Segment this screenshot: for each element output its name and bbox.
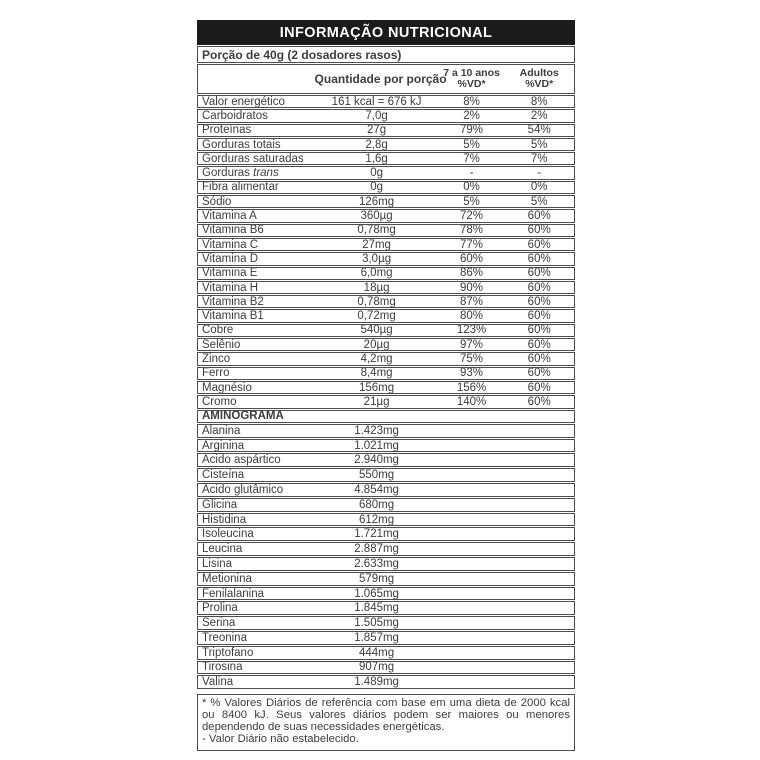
- aminogram-row: [197, 646, 575, 660]
- nutrient-name: Cobre: [202, 324, 234, 337]
- nutrient-name: Selênio: [202, 338, 241, 351]
- nutrient-row: [197, 338, 575, 351]
- vd-kids-value: 93%: [460, 367, 484, 380]
- amino-name: Triptofano: [202, 646, 254, 659]
- nutrient-name: Sódio: [202, 195, 232, 208]
- aminogram-row: [197, 439, 575, 453]
- aminogram-row: [197, 616, 575, 630]
- serving-size-text: Porção de 40g (2 dosadores rasos): [202, 47, 402, 62]
- aminogram-row: [197, 601, 575, 615]
- nutrient-row: [197, 166, 575, 179]
- nutrient-amount: 0,78mg: [357, 295, 396, 308]
- vd-kids-value: 156%: [456, 381, 487, 394]
- amino-amount: 444mg: [359, 646, 395, 659]
- nutrient-name: Cromo: [202, 395, 237, 408]
- nutrient-row: [197, 181, 575, 194]
- nutrient-amount: 6,0mg: [360, 267, 393, 280]
- nutrient-amount: 540µg: [360, 324, 393, 337]
- vd-adults-value: 60%: [527, 252, 551, 265]
- label-title: INFORMAÇÃO NUTRICIONAL: [279, 24, 493, 41]
- amino-amount: 680mg: [359, 498, 395, 511]
- vd-kids-value: 5%: [463, 195, 480, 208]
- amino-amount: 4.854mg: [354, 483, 399, 496]
- nutrient-name: Magnésio: [202, 381, 252, 394]
- nutrient-amount: 0g: [370, 181, 383, 194]
- nutrient-amount: 8,4mg: [360, 367, 393, 380]
- amino-amount: 2.633mg: [354, 557, 399, 570]
- amino-amount: 1.489mg: [354, 676, 399, 689]
- vd-adults-value: 60%: [527, 381, 551, 394]
- amino-amount: 1.065mg: [354, 587, 399, 600]
- nutrient-row: [197, 252, 575, 265]
- aminogram-row: [197, 527, 575, 541]
- vd-adults-value: 5%: [530, 195, 548, 208]
- nutrient-amount: 360µg: [360, 210, 393, 223]
- kids-vd-line2: %VD*: [457, 78, 486, 90]
- nutrient-row: [197, 224, 575, 237]
- vd-adults-value: 60%: [527, 338, 551, 351]
- nutrient-amount: 27g: [366, 124, 387, 137]
- aminogram-row: [197, 587, 575, 601]
- aminogram-row: [197, 483, 575, 497]
- vd-adults-value: 60%: [527, 281, 551, 294]
- nutrient-amount: 21µg: [363, 395, 390, 408]
- nutrient-amount: 20µg: [363, 338, 390, 351]
- nutrient-row: [197, 238, 575, 251]
- nutrient-amount: 3,0µg: [362, 252, 392, 265]
- vd-kids-value: 60%: [460, 252, 484, 265]
- label-title-bar: [197, 20, 575, 45]
- vd-adults-value: 0%: [530, 181, 548, 194]
- aminogram-row: [197, 631, 575, 645]
- nutrient-amount: 0,72mg: [357, 310, 396, 323]
- aminogram-rows-container: [197, 424, 575, 689]
- vd-kids-value: 2%: [463, 109, 480, 122]
- nutrient-name: Gorduras trans: [202, 167, 279, 180]
- amino-name: Treonina: [202, 631, 247, 644]
- amino-name: Ácido glutâmico: [202, 483, 284, 496]
- aminogram-row: [197, 498, 575, 512]
- amino-name: Prolina: [202, 602, 238, 615]
- vd-kids-value: 87%: [460, 295, 484, 308]
- nutrition-label: [197, 20, 575, 751]
- vd-adults-value: 60%: [527, 395, 551, 408]
- column-header-quantity: Quantidade por porção: [314, 72, 447, 86]
- vd-kids-value: 8%: [463, 95, 480, 108]
- nutrient-name-italic-part: trans: [253, 167, 279, 180]
- vd-adults-value: 60%: [527, 295, 551, 308]
- aminogram-row: [197, 542, 575, 556]
- nutrient-row: [197, 138, 575, 151]
- vd-adults-value: 2%: [530, 109, 548, 122]
- amino-name: Lisina: [202, 557, 233, 570]
- vd-adults-value: 60%: [527, 324, 551, 337]
- nutrient-row: [197, 152, 575, 165]
- nutrient-row: [197, 324, 575, 337]
- aminogram-row: [197, 557, 575, 571]
- aminogram-row: [197, 661, 575, 675]
- vd-kids-value: 90%: [460, 281, 484, 294]
- nutrient-name: Fibra alimentar: [202, 181, 279, 194]
- nutrient-rows-container: [197, 95, 575, 409]
- vd-adults-value: 5%: [530, 138, 548, 151]
- kids-vd-line1: 7 a 10 anos: [443, 66, 500, 79]
- vd-kids-value: 80%: [460, 310, 484, 323]
- nutrient-amount: 18µg: [363, 281, 390, 294]
- nutrient-amount: 156mg: [359, 381, 395, 394]
- vd-kids-value: 75%: [460, 353, 484, 365]
- amino-name: Alanina: [202, 424, 241, 437]
- amino-name: Arginina: [202, 439, 245, 452]
- nutrient-name: Gorduras saturadas: [202, 152, 304, 165]
- vd-kids-value: 79%: [460, 124, 484, 137]
- nutrient-name: Vitamina B1: [202, 310, 264, 323]
- vd-adults-value: 60%: [527, 210, 551, 223]
- nutrient-row: [197, 124, 575, 137]
- amino-amount: 1.021mg: [354, 439, 399, 452]
- vd-kids-value: 7%: [463, 152, 480, 165]
- amino-amount: 907mg: [359, 661, 395, 674]
- vd-adults-value: 7%: [530, 152, 548, 165]
- nutrient-amount: 0g: [370, 167, 383, 180]
- vd-adults-value: 54%: [527, 124, 551, 137]
- nutrient-row: [197, 381, 575, 394]
- aminogram-row: [197, 453, 575, 467]
- amino-amount: 550mg: [359, 469, 395, 482]
- vd-kids-value: 0%: [463, 181, 480, 194]
- nutrient-row: [197, 209, 575, 222]
- vd-adults-value: 60%: [527, 238, 551, 251]
- nutrient-row: [197, 195, 575, 208]
- nutrient-amount: 161 kcal = 676 kJ: [331, 95, 422, 108]
- vd-kids-value: 123%: [456, 324, 487, 337]
- nutrient-name: Vitamina E: [202, 267, 258, 280]
- nutrient-row: [197, 367, 575, 380]
- nutrient-amount: 0,78mg: [357, 224, 396, 237]
- nutrient-row: [197, 395, 575, 408]
- table-header-row: [197, 64, 575, 94]
- nutrient-name: Valor energético: [202, 95, 285, 108]
- amino-name: Valina: [202, 676, 234, 689]
- nutrient-row: [197, 95, 575, 108]
- serving-row: [197, 46, 575, 63]
- amino-amount: 1.721mg: [354, 528, 399, 541]
- amino-amount: 1.423mg: [354, 424, 399, 437]
- amino-name: Cisteína: [202, 469, 245, 482]
- nutrient-row: [197, 109, 575, 122]
- nutrient-row: [197, 309, 575, 322]
- footnote-box: [197, 694, 575, 751]
- aminogram-row: [197, 675, 575, 689]
- nutrient-name: Vitamina H: [202, 281, 259, 294]
- nutrient-name: Vitamina A: [202, 210, 257, 223]
- vd-kids-value: -: [469, 167, 474, 180]
- vd-kids-value: 140%: [456, 395, 487, 408]
- vd-kids-value: 86%: [460, 267, 484, 280]
- not-established-footnote: - Valor Diário não estabelecido.: [202, 732, 359, 745]
- adults-vd-line1: Adultos: [519, 66, 559, 79]
- amino-name: Glicina: [202, 498, 238, 511]
- nutrient-row: [197, 295, 575, 308]
- vd-adults-value: 60%: [527, 267, 551, 280]
- amino-name: Fenilalanina: [202, 587, 265, 600]
- adults-vd-line2: %VD*: [525, 78, 554, 90]
- nutrient-row: [197, 281, 575, 294]
- nutrient-amount: 126mg: [359, 195, 395, 208]
- aminogram-header-row: [197, 410, 575, 423]
- vd-adults-value: -: [537, 167, 542, 180]
- amino-amount: 2.887mg: [354, 543, 399, 556]
- aminogram-row: [197, 424, 575, 438]
- amino-amount: 612mg: [359, 513, 395, 526]
- column-header-kids-vd: [439, 68, 505, 91]
- nutrient-name: Vitamina B2: [202, 295, 264, 308]
- amino-name: Serina: [202, 617, 236, 630]
- vd-adults-value: 60%: [527, 367, 551, 380]
- amino-name: Metionina: [202, 572, 252, 585]
- amino-amount: 579mg: [359, 572, 395, 585]
- column-header-adults-vd: [504, 68, 574, 91]
- nutrient-amount: 2,8g: [365, 138, 388, 151]
- nutrient-name: Gorduras totais: [202, 138, 281, 151]
- vd-adults-value: 8%: [530, 95, 548, 108]
- nutrient-amount: 4,2mg: [360, 353, 393, 365]
- nutrient-amount: 27mg: [362, 238, 391, 251]
- vd-kids-value: 78%: [460, 224, 484, 237]
- nutrient-amount: 7,0g: [365, 109, 388, 122]
- amino-name: Tirosina: [202, 661, 243, 674]
- nutrient-name: Vitamina D: [202, 252, 259, 265]
- aminogram-title: AMINOGRAMA: [202, 410, 284, 423]
- amino-name: Leucina: [202, 543, 243, 556]
- vd-kids-value: 77%: [460, 238, 484, 251]
- nutrient-name: Carboidratos: [202, 109, 268, 122]
- amino-amount: 1.505mg: [354, 617, 399, 630]
- vd-adults-value: 60%: [527, 224, 551, 237]
- aminogram-row: [197, 513, 575, 527]
- nutrient-amount: 1,6g: [365, 152, 388, 165]
- amino-amount: 1.857mg: [354, 631, 399, 644]
- aminogram-row: [197, 572, 575, 586]
- amino-name: Isoleucina: [202, 528, 254, 541]
- amino-name: Ácido aspártico: [202, 454, 281, 467]
- daily-values-footnote: * % Valores Diários de referência com base em uma dieta de 2000 kcal ou 8400 kJ. Seus valores diários podem ser maiores ou menores dependendo de suas necessidades energéticas.: [202, 697, 570, 733]
- nutrient-name: Ferro: [202, 367, 230, 380]
- vd-adults-value: 60%: [527, 310, 551, 323]
- vd-kids-value: 5%: [463, 138, 480, 151]
- nutrient-row: [197, 352, 575, 365]
- vd-adults-value: 60%: [527, 353, 551, 365]
- vd-kids-value: 97%: [460, 338, 484, 351]
- amino-amount: 1.845mg: [354, 602, 399, 615]
- nutrient-name: Vitamina C: [202, 238, 259, 251]
- amino-name: Histidina: [202, 513, 247, 526]
- amino-amount: 2.940mg: [354, 454, 399, 467]
- nutrient-name: Proteínas: [202, 124, 252, 137]
- vd-kids-value: 72%: [460, 210, 484, 223]
- nutrient-name: Vitamina B6: [202, 224, 264, 237]
- aminogram-row: [197, 468, 575, 482]
- nutrient-name: Zinco: [202, 353, 231, 365]
- nutrient-row: [197, 267, 575, 280]
